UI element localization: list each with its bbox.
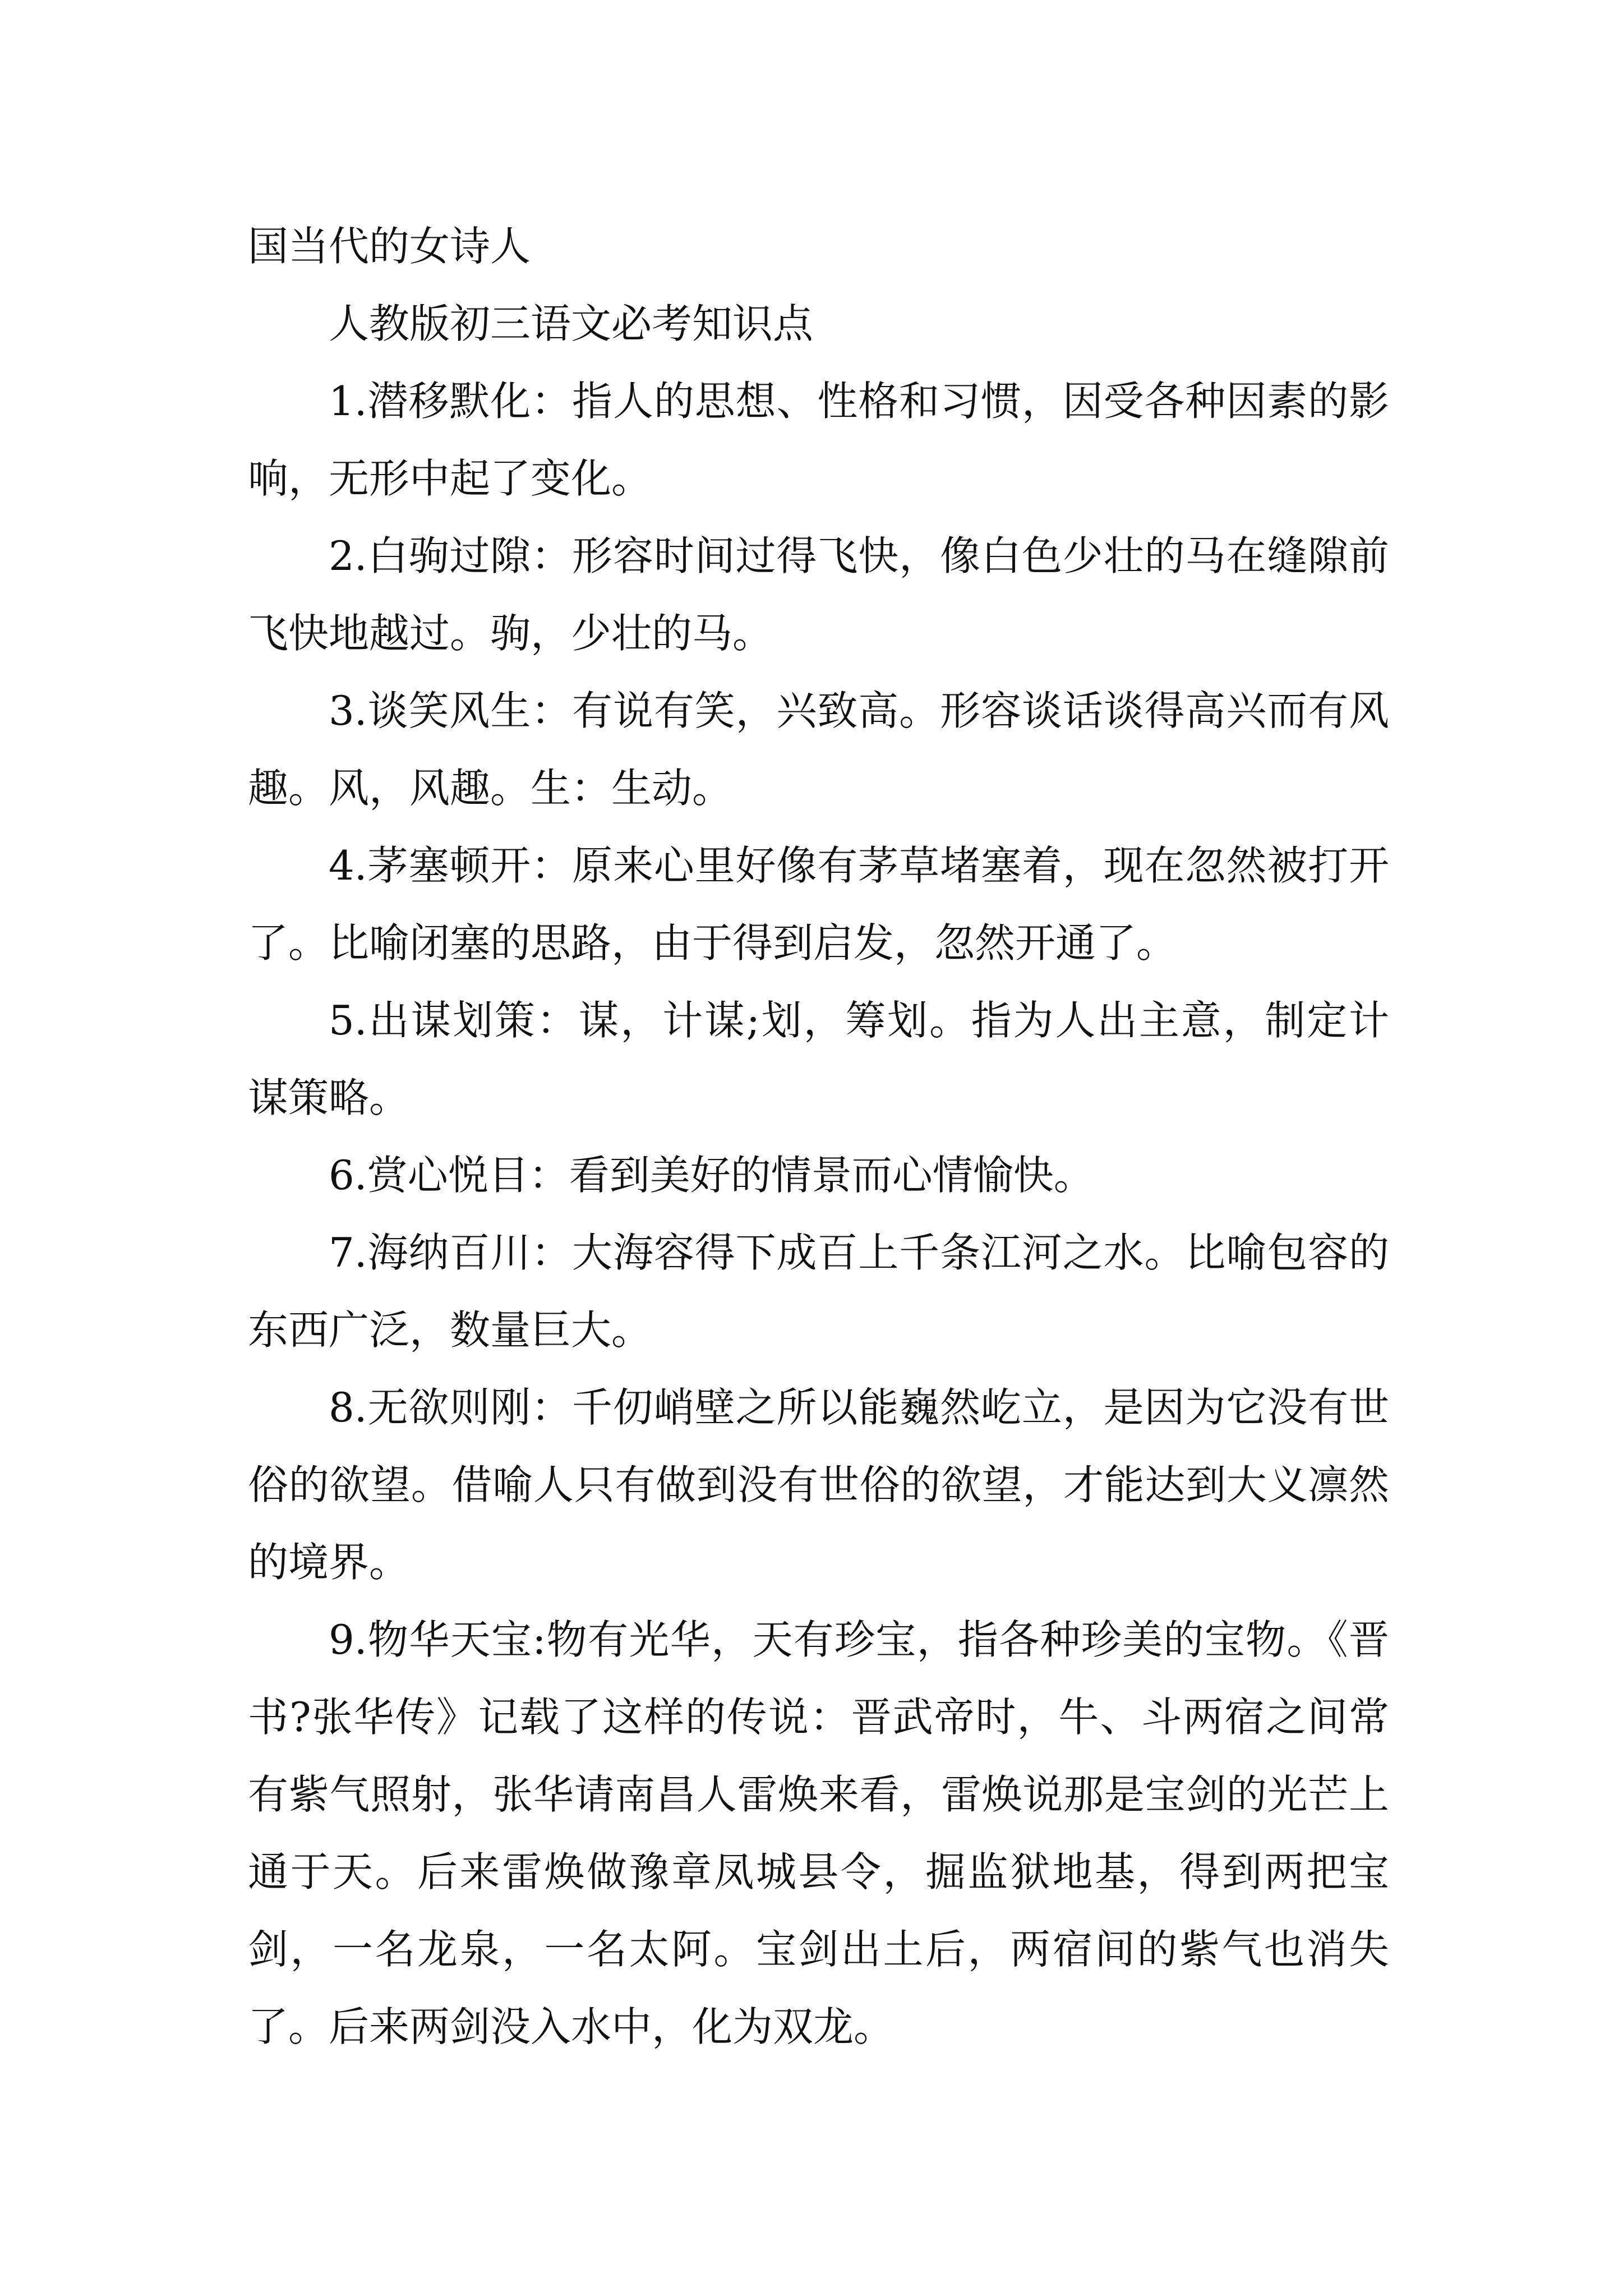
document-body [248, 208, 1389, 2065]
idiom-item-3: 3.谈笑风生：有说有笑，兴致高。形容谈话谈得高兴而有风趣。风，风趣。生：生动。 [248, 687, 1389, 812]
idiom-item-1: 1.潜移默化：指人的思想、性格和习惯，因受各种因素的影响，无形中起了变化。 [248, 378, 1389, 502]
idiom-item-4: 4.茅塞顿开：原来心里好像有茅草堵塞着，现在忽然被打开了。比喻闭塞的思路，由于得到启发，忽然开通了。 [248, 842, 1389, 967]
idiom-item-6: 6.赏心悦目：看到美好的情景而心情愉快。 [329, 1152, 1094, 1199]
idiom-item-7: 7.海纳百川：大海容得下成百上千条江河之水。比喻包容的东西广泛，数量巨大。 [248, 1229, 1389, 1354]
idiom-item-2: 2.白驹过隙：形容时间过得飞快，像白色少壮的马在缝隙前飞快地越过。驹，少壮的马。 [248, 532, 1389, 657]
idiom-item-5: 5.出谋划策：谋，计谋;划，筹划。指为人出主意，制定计谋策略。 [248, 997, 1389, 1121]
continuation-line: 国当代的女诗人 [248, 223, 531, 270]
idiom-item-9: 9.物华天宝:物有光华，天有珍宝，指各种珍美的宝物。《晋书?张华传》记载了这样的传说：晋武帝时，牛、斗两宿之间常有紫气照射，张华请南昌人雷焕来看，雷焕说那是宝剑的光芒上通于天。后来雷焕做豫章凤城县令，掘监狱地基，得到两把宝剑，一名龙泉，一名太阿。宝剑出土后，两宿间的紫气也消失了。后来两剑没入水中，化为双龙。 [248, 1616, 1389, 2050]
section-heading: 人教版初三语文必考知识点 [329, 300, 814, 347]
idiom-item-8: 8.无欲则刚：千仞峭壁之所以能巍然屹立，是因为它没有世俗的欲望。借喻人只有做到没有世俗的欲望，才能达到大义凛然的境界。 [248, 1384, 1389, 1586]
